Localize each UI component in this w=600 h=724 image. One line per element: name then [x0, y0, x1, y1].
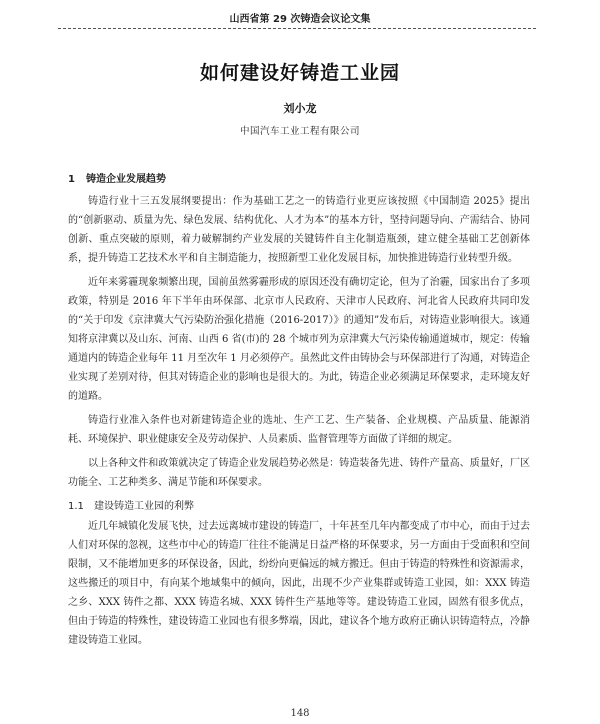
- author-name: 刘小龙: [283, 102, 317, 115]
- paragraph: 铸造行业准入条件也对新建铸造企业的选址、生产工艺、生产装备、企业规模、产品质量、能源消耗、环境保护、职业健康安全及劳动保护、人员素质、监督管理等方面做了详细的规定。: [68, 415, 530, 445]
- section-title: 铸造企业发展趋势: [86, 174, 166, 185]
- page-number: 148: [290, 708, 310, 719]
- author-affiliation: 中国汽车工业工程有限公司: [239, 126, 360, 137]
- section-number: 1: [68, 174, 75, 185]
- header-rule: [58, 28, 536, 29]
- paragraph: 以上各种文件和政策就决定了铸造企业发展趋势必然是：铸造装备先进、铸件产量高、质量好，厂区功能全、工艺种类多、满足节能和环保要求。: [68, 458, 530, 488]
- paragraph: 铸造行业十三五发展纲要提出：作为基础工艺之一的铸造行业更应该按照《中国制造 2025》提出的“创新驱动、质量为先、绿色发展、结构优化、人才为本”的基本方针，坚持问题导向、产需结合、协同创新、重点突破的原则，着力破解制约产业发展的关键铸件自主化制造瓶颈，建立健全基础工艺创新体系，提升铸造工艺技术水平和自主制造能力，按照新型工业化发展目标，加快推进铸造行业转型升级。: [68, 196, 530, 264]
- journal-header: 山西省第 29 次铸造会议论文集: [229, 14, 371, 25]
- section-title: 建设铸造工业园的利弊: [94, 501, 194, 512]
- paper-title: 如何建设好铸造工业园: [199, 62, 400, 84]
- section-number: 1.1: [68, 501, 84, 512]
- paragraph: 近几年城镇化发展飞快，过去远离城市建设的铸造厂，十年甚至几年内都变成了市中心，而由于过去人们对环保的忽视，这些市中心的铸造厂往往不能满足日益严格的环保要求，另一方面由于受面积和空间限制，又不能增加更多的环保设备，因此，纷纷向更偏远的城方搬迁。但由于铸造的特殊性和资源需求，这些搬迁的项目中，有向某个地域集中的倾向，因此，出现不少产业集群或铸造工业园，如：XXX 铸造之乡、XXX 铸件之都、XXX 铸造名城、XXX 铸件生产基地等等。建设铸造工业园，固然有很多优点，但由于铸造的特殊性，建设铸造工业园也有很多弊端，因此，建议各个地方政府正确认识铸造特点，冷静建设铸造工业园。: [68, 521, 530, 646]
- section-heading-1-1: [68, 497, 530, 516]
- body-text: [68, 170, 530, 655]
- section-heading-1: [68, 170, 530, 189]
- paragraph: 近年来雾霾现象频繁出现，国前虽然雾霾形成的原因还没有确切定论，但为了治霾，国家出台了多项政策，特别是 2016 年下半年由环保部、北京市人民政府、天津市人民政府、河北省人民政府共同印发的“关于印发《京津冀大气污染防治强化措施（2016-2017）》的通知”发布后，对铸造业影响很大。该通知将京津冀以及山东、河南、山西 6 省(市)的 28 个城市列为京津冀大气污染传输通道城市，规定：传输通道内的铸造企业每年 11 月至次年 1 月必须停产。虽然此文件由铸协会与环保部进行了沟通，对铸造企业实现了差别对待，但其对铸造企业的影响也是很大的。为此，铸造企业必须满足环保要求，走环境友好的道路。: [68, 277, 530, 402]
